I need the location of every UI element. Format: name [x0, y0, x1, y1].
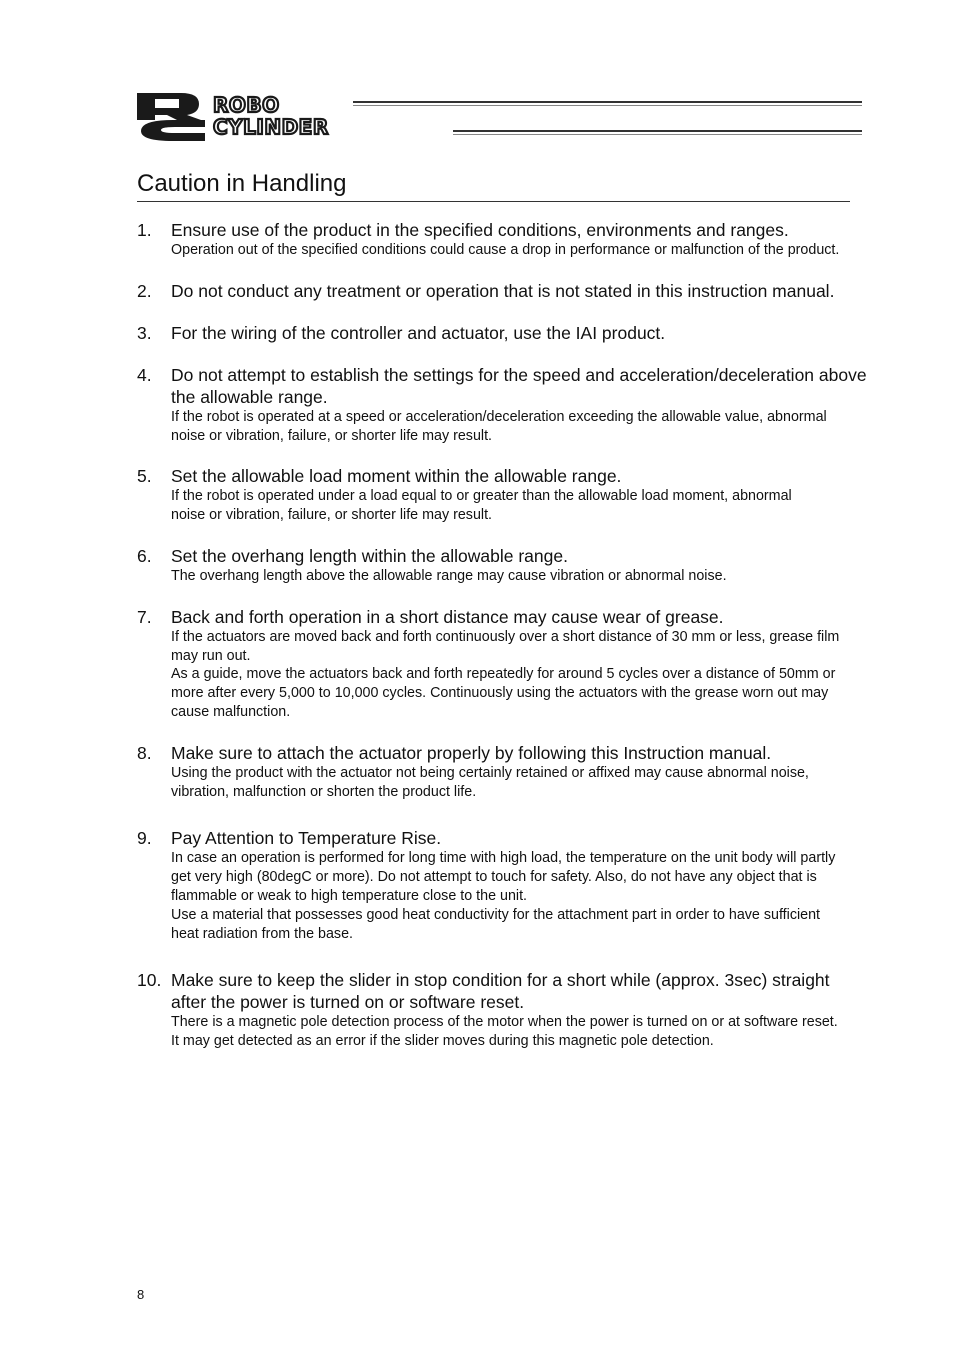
caution-list — [137, 219, 877, 1071]
item-number: 6. — [137, 545, 152, 566]
caution-item-4 — [137, 364, 877, 446]
caution-item-9 — [137, 827, 877, 943]
caution-item-8 — [137, 742, 877, 802]
item-heading: Set the overhang length within the allowable range. — [171, 545, 568, 566]
caution-item-10 — [137, 969, 877, 1051]
item-number: 4. — [137, 364, 152, 385]
robo-cylinder-logo — [137, 93, 863, 141]
header-rule-bottom — [453, 130, 862, 132]
item-detail: There is a magnetic pole detection process of the motor when the power is turned on or at software reset. It may get detected as an error if the slider moves during this magnetic pole detection. — [171, 1014, 838, 1050]
item-number: 1. — [137, 220, 152, 240]
item-heading: Ensure use of the product in the specified conditions, environments and ranges. — [171, 220, 789, 240]
caution-item-5 — [137, 465, 877, 525]
header-rule-top — [353, 101, 862, 103]
item-number: 9. — [137, 828, 152, 849]
caution-item-7 — [137, 606, 877, 722]
caution-item-1 — [137, 219, 877, 260]
item-number: 8. — [137, 742, 152, 763]
item-heading: Do not attempt to establish the settings for the speed and acceleration/deceleration above the allowable range. — [171, 364, 867, 407]
item-detail: Operation out of the specified conditions could cause a drop in performance or malfunction of the product. — [171, 242, 840, 258]
item-detail: The overhang length above the allowable range may cause vibration or abnormal noise. — [171, 567, 727, 584]
caution-item-2 — [137, 280, 877, 302]
logo-word-cylinder: CYLINDER — [213, 115, 329, 139]
item-number: 7. — [137, 606, 152, 627]
header-rule-bottom-thin — [453, 134, 862, 135]
item-detail: Use a material that possesses good heat conductivity for the attachment part in order to have sufficient heat radiation from the base. — [171, 906, 821, 942]
logo-word-robo: ROBO — [213, 93, 280, 117]
item-detail: As a guide, move the actuators back and forth repeatedly for around 5 cycles over a distance of 50mm or more after every 5,000 to 10,000 cycles. Continuously using the actuators with the grease worn out may cause malfunction. — [171, 666, 836, 720]
page-number: 8 — [137, 1287, 145, 1302]
item-detail: If the actuators are moved back and forth continuously over a short distance of 30 mm or less, grease film may run out. — [171, 628, 840, 664]
item-heading: Do not conduct any treatment or operation that is not stated in this instruction manual. — [171, 280, 835, 301]
item-number: 2. — [137, 280, 152, 301]
item-number: 3. — [137, 322, 152, 343]
page-title: Caution in Handling — [137, 168, 850, 202]
item-heading: Back and forth operation in a short distance may cause wear of grease. — [171, 606, 724, 627]
item-number: 5. — [137, 466, 152, 487]
caution-item-6 — [137, 545, 877, 586]
item-heading: Make sure to keep the slider in stop condition for a short while (approx. 3sec) straight after the power is turned on or software reset. — [171, 970, 830, 1013]
item-detail: Using the product with the actuator not being certainly retained or affixed may cause abnormal noise, vibration, malfunction or shorten the product life. — [171, 764, 809, 800]
item-heading: Pay Attention to Temperature Rise. — [171, 828, 442, 849]
item-detail: In case an operation is performed for long time with high load, the temperature on the unit body will partly get very high (80degC or more). Do not attempt to touch for safety. Also, do not have any object that is flammable or weak to high temperature close to the unit. — [171, 850, 836, 904]
item-detail: If the robot is operated at a speed or acceleration/deceleration exceeding the allowable value, abnormal noise or vibration, failure, or shorter life may result. — [171, 408, 827, 444]
item-heading: For the wiring of the controller and actuator, use the IAI product. — [171, 322, 666, 343]
item-detail: If the robot is operated under a load equal to or greater than the allowable load moment, abnormal noise or vibration, failure, or shorter life may result. — [171, 488, 792, 524]
caution-item-3 — [137, 322, 877, 344]
item-heading: Set the allowable load moment within the allowable range. — [171, 466, 622, 487]
item-heading: Make sure to attach the actuator properly by following this Instruction manual. — [171, 742, 772, 763]
header-rule-top-thin — [353, 105, 862, 106]
item-number: 10. — [137, 970, 162, 991]
rc-logo-mark-icon — [137, 93, 207, 141]
